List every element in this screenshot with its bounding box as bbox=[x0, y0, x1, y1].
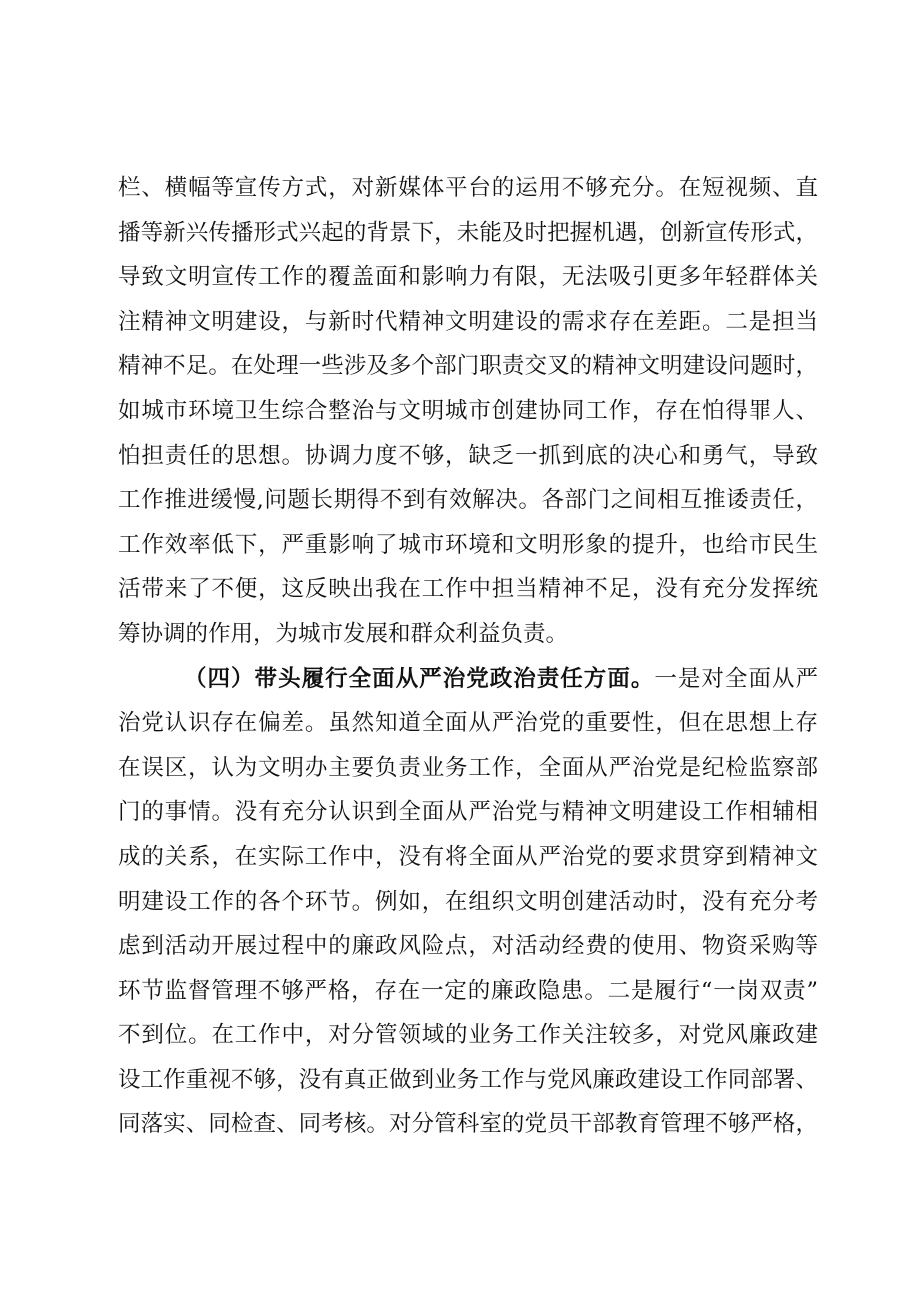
text-line: 门的事情。没有充分认识到全面从严治党与精神文明建设工作相辅相 bbox=[118, 799, 818, 826]
section-heading-continuation: 一是对全面从严 bbox=[654, 665, 818, 692]
text-line: 精神不足。在处理一些涉及多个部门职责交叉的精神文明建设问题时， bbox=[118, 353, 818, 380]
section-heading: （四）带头履行全面从严治党政治责任方面。 bbox=[184, 665, 655, 692]
text-line: 筹协调的作用，为城市发展和群众利益负责。 bbox=[118, 620, 569, 647]
text-line: 怕担责任的思想。协调力度不够，缺乏一抓到底的决心和勇气，导致 bbox=[118, 442, 818, 469]
text-line: 工作推进缓慢,问题长期得不到有效解决。各部门之间相互推诿责任， bbox=[118, 487, 818, 514]
text-line: 注精神文明建设，与新时代精神文明建设的需求存在差距。二是担当 bbox=[118, 308, 818, 335]
text-line: 在误区，认为文明办主要负责业务工作，全面从严治党是纪检监察部 bbox=[118, 754, 818, 781]
text-line: 播等新兴传播形式兴起的背景下，未能及时把握机遇，创新宣传形式， bbox=[118, 219, 818, 246]
text-line: 工作效率低下，严重影响了城市环境和文明形象的提升，也给市民生 bbox=[118, 531, 818, 558]
text-line: 活带来了不便，这反映出我在工作中担当精神不足，没有充分发挥统 bbox=[118, 576, 818, 603]
section-heading-line bbox=[118, 657, 818, 702]
text-line: 环节监督管理不够严格，存在一定的廉政隐患。二是履行“一岗双责” bbox=[118, 977, 818, 1004]
text-line: 治党认识存在偏差。虽然知道全面从严治党的重要性，但在思想上存 bbox=[118, 710, 818, 737]
text-line: 不到位。在工作中，对分管领域的业务工作关注较多，对党风廉政建 bbox=[118, 1022, 818, 1049]
text-line: 设工作重视不够，没有真正做到业务工作与党风廉政建设工作同部署、 bbox=[118, 1066, 818, 1093]
text-line: 如城市环境卫生综合整治与文明城市创建协同工作，存在怕得罪人、 bbox=[118, 397, 818, 424]
text-line: 明建设工作的各个环节。例如，在组织文明创建活动时，没有充分考 bbox=[118, 888, 818, 915]
text-line: 虑到活动开展过程中的廉政风险点，对活动经费的使用、物资采购等 bbox=[118, 933, 818, 960]
text-line: 导致文明宣传工作的覆盖面和影响力有限，无法吸引更多年轻群体关 bbox=[118, 264, 818, 291]
text-line: 栏、横幅等宣传方式，对新媒体平台的运用不够充分。在短视频、直 bbox=[118, 175, 818, 201]
text-line: 同落实、同检查、同考核。对分管科室的党员干部教育管理不够严格， bbox=[118, 1111, 818, 1138]
text-line: 成的关系，在实际工作中，没有将全面从严治党的要求贯穿到精神文 bbox=[118, 843, 818, 870]
body-text bbox=[118, 166, 818, 1147]
